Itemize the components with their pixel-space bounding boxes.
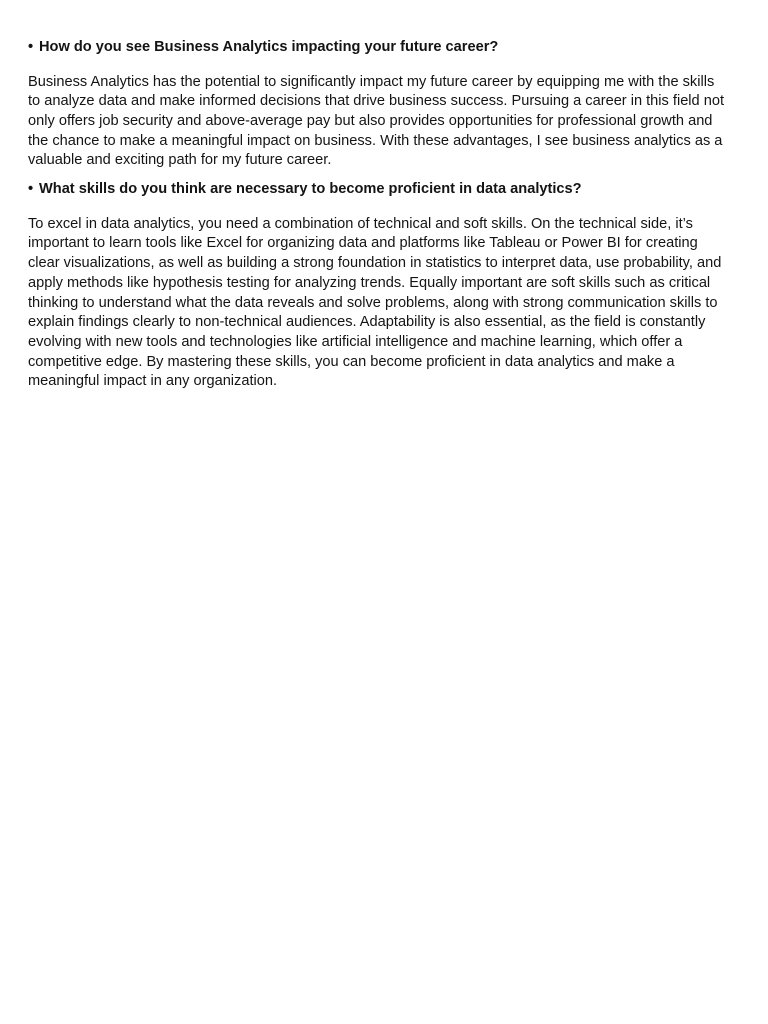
question-heading — [28, 38, 724, 58]
bullet-point-icon: • — [28, 39, 34, 55]
answer-paragraph: To excel in data analytics, you need a combination of technical and soft skills. On the technical side, it’s important to learn tools like Excel for organizing data and platforms like Tableau or Power BI for creating clear visualizations, as well as building a strong foundation in statistics to interpret data, use probability, and apply methods like hypothesis testing for analyzing trends. Equally important are soft skills such as critical thinking to understand what the data reveals and solve problems, along with strong communication skills to explain findings clearly to non-technical audiences. Adaptability is also essential, as the field is constantly evolving with new tools and technologies like artificial intelligence and machine learning, which offer a competitive edge. By mastering these skills, you can become proficient in data analytics and make a meaningful impact in any organization. — [28, 215, 722, 390]
answer-paragraph: Business Analytics has the potential to significantly impact my future career by equipping me with the skills to analyze data and make informed decisions that drive business success. Pursuing a career in this field not only offers job security and above-average pay but also provides opportunities for professional growth and the chance to make a meaningful impact on business. With these advantages, I see business analytics as a valuable and exciting path for my future career. — [28, 73, 725, 169]
question-text: How do you see Business Analytics impacting your future career? — [39, 39, 499, 55]
bullet-point-icon: • — [28, 181, 34, 198]
question-heading — [28, 180, 724, 200]
question-text: What skills do you think are necessary to become proficient in data analytics? — [39, 181, 582, 198]
